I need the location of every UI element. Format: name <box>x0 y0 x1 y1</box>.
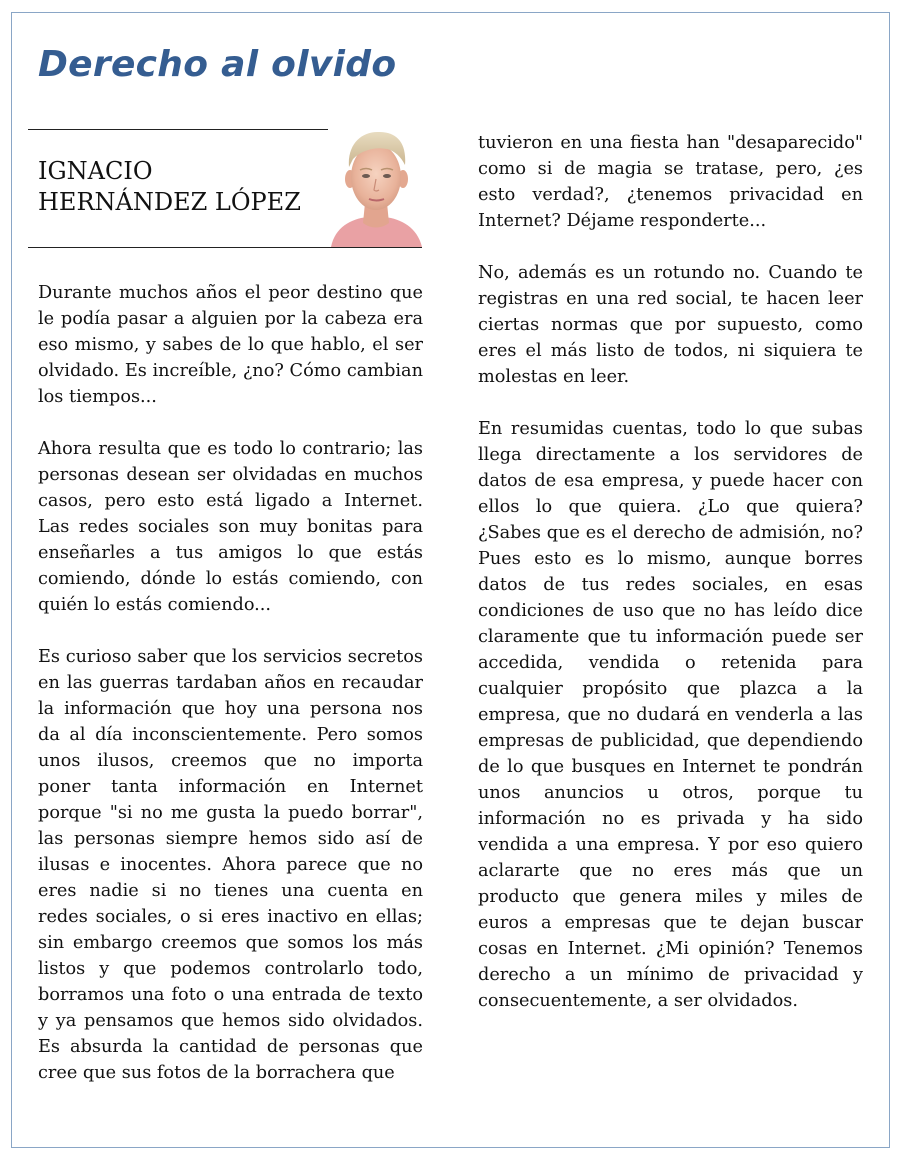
article-column-left <box>38 280 423 1086</box>
author-top-rule <box>28 129 328 130</box>
paragraph: Durante muchos años el peor destino que le podía pasar a alguien por la cabeza era eso mismo, y sabes de lo que hablo, el ser olvidado. Es increíble, ¿no? Cómo cambian los tiempos... <box>38 283 423 407</box>
author-portrait-icon <box>329 123 422 247</box>
paragraph: Es curioso saber que los servicios secretos en las guerras tardaban años en recaudar la información que hoy una persona nos da al día inconscientemente. Pero somos unos ilusos, creemos que no importa poner tanta información en Internet porque "si no me gusta la puedo borrar", las personas siempre hemos sido así de ilusas e inocentes. Ahora parece que no eres nadie si no tienes una cuenta en redes sociales, o si eres inactivo en ellas; sin embargo creemos que somos los más listos y que podemos controlarlo todo, borramos una foto o una entrada de texto y ya pensamos que hemos sido olvidados. Es absurda la cantidad de personas que cree que sus fotos de la borrachera que <box>38 647 423 1083</box>
article-column-right <box>478 130 863 1014</box>
paragraph: En resumidas cuentas, todo lo que subas llega directamente a los servidores de datos de esa empresa, y puede hacer con ellos lo que quiera. ¿Lo que quiera? ¿Sabes que es el derecho de admisión, no? Pues esto es lo mismo, aunque borres datos de tus redes sociales, en esas condiciones de uso que no has leído dice claramente que tu información puede ser accedida, vendida o retenida para cualquier propósito que plazca a la empresa, que no dudará en venderla a las empresas de publicidad, que dependiendo de lo que busques en Internet te pondrán unos anuncios u otros, porque tu información no es privada y ha sido vendida a una empresa. Y por eso quiero aclararte que no eres más que un producto que genera miles y miles de euros a empresas que te dejan buscar cosas en Internet. ¿Mi opinión? Tenemos derecho a un mínimo de privacidad y consecuentemente, a ser olvidados. <box>478 419 863 1011</box>
author-photo <box>329 123 422 247</box>
article-title: Derecho al olvido <box>38 44 397 85</box>
paragraph: No, además es un rotundo no. Cuando te registras en una red social, te hacen leer ciertas normas que por supuesto, como eres el más listo de todos, ni siquiera te molestas en leer. <box>478 263 863 387</box>
author-bottom-rule <box>28 247 422 248</box>
paragraph: Ahora resulta que es todo lo contrario; las personas desean ser olvidadas en muchos casos, pero esto está ligado a Internet. Las redes sociales son muy bonitas para enseñarles a tus amigos lo que estás comiendo, dónde lo estás comiendo, con quién lo estás comiendo... <box>38 439 423 615</box>
author-name: IGNACIO HERNÁNDEZ LÓPEZ <box>38 157 301 216</box>
paragraph: tuvieron en una fiesta han "desaparecido" como si de magia se tratase, pero, ¿es esto verdad?, ¿tenemos privacidad en Internet? Déjame responderte... <box>478 133 863 231</box>
